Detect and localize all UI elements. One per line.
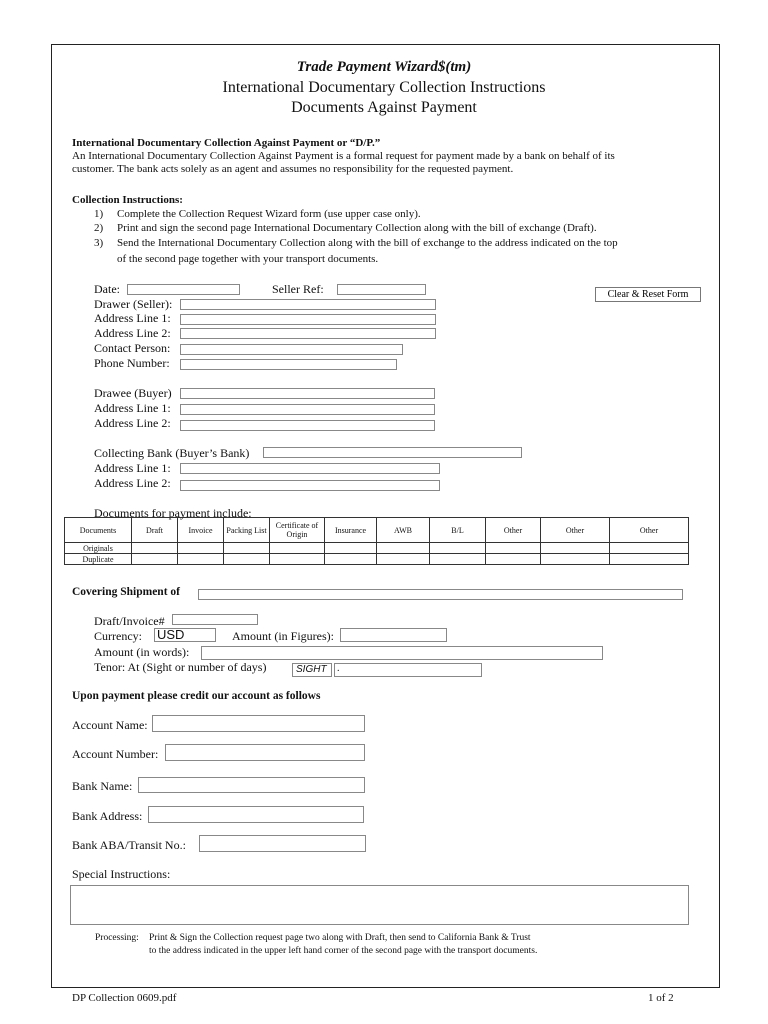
page-number: 1 of 2	[648, 992, 674, 1004]
phone-number-label: Phone Number:	[94, 356, 170, 370]
form-title: Trade Payment Wizard$(tm)	[296, 59, 472, 75]
covering-shipment-label: Covering Shipment of	[72, 586, 180, 598]
processing-label: Processing:	[95, 933, 139, 943]
tenor-sight-input[interactable]: SIGHT	[292, 663, 332, 677]
drawer-address-1-input[interactable]	[180, 314, 436, 325]
seller-ref-label: Seller Ref:	[272, 282, 324, 296]
instruction-num: 2)	[94, 222, 104, 234]
processing-line-1: Print & Sign the Collection request page two along with Draft, then send to California Bank & Trust	[149, 933, 531, 943]
table-cell[interactable]	[430, 554, 486, 565]
covering-shipment-input[interactable]	[198, 589, 683, 600]
drawee-address-2-input[interactable]	[180, 420, 435, 431]
tenor-days-input[interactable]: .	[334, 663, 482, 677]
drawer-address-2-label: Address Line 2:	[94, 326, 171, 340]
intro-line-2: customer. The bank acts solely as an agent and assumes no responsibility for the requested payment.	[72, 163, 514, 175]
aba-transit-label: Bank ABA/Transit No.:	[72, 838, 186, 852]
instruction-text: Print and sign the second page International Documentary Collection along with the bill of exchange (Draft).	[117, 222, 597, 234]
processing-line-2: to the address indicated in the upper left hand corner of the second page with the transport documents.	[149, 946, 538, 956]
table-header: AWB	[377, 518, 430, 543]
aba-transit-input[interactable]	[199, 835, 366, 852]
special-instructions-label: Special Instructions:	[72, 867, 171, 881]
table-cell[interactable]	[132, 554, 178, 565]
intro-heading: International Documentary Collection Against Payment or “D/P.”	[72, 137, 381, 149]
instruction-num: 1)	[94, 208, 104, 220]
amount-words-label: Amount (in words):	[94, 645, 190, 659]
table-header: Other	[610, 518, 689, 543]
instructions-heading: Collection Instructions:	[72, 194, 183, 206]
bank-address-2-input[interactable]	[180, 480, 440, 491]
date-label: Date:	[94, 282, 120, 296]
intro-line-1: An International Documentary Collection Against Payment is a formal request for payment made by a bank on behalf of its	[72, 150, 615, 162]
contact-person-input[interactable]	[180, 344, 403, 355]
table-cell[interactable]	[430, 543, 486, 554]
credit-heading: Upon payment please credit our account as follows	[72, 690, 321, 702]
table-header: B/L	[430, 518, 486, 543]
row-header-originals: Originals	[65, 543, 132, 554]
draft-invoice-label: Draft/Invoice#	[94, 614, 165, 628]
drawer-address-1-label: Address Line 1:	[94, 311, 171, 325]
seller-ref-input[interactable]	[337, 284, 426, 295]
instruction-text: Send the International Documentary Collection along with the bill of exchange to the address indicated on the top	[117, 237, 618, 249]
clear-reset-button[interactable]: Clear & Reset Form	[595, 287, 701, 302]
table-header: Packing List	[224, 518, 270, 543]
date-input[interactable]	[127, 284, 240, 295]
table-header: Draft	[132, 518, 178, 543]
row-header-duplicate: Duplicate	[65, 554, 132, 565]
table-cell[interactable]	[325, 554, 377, 565]
currency-input[interactable]: USD	[154, 628, 216, 642]
table-header: Other	[541, 518, 610, 543]
account-number-label: Account Number:	[72, 747, 159, 761]
bank-name-label: Bank Name:	[72, 779, 133, 793]
bank-address-2-label: Address Line 2:	[94, 476, 171, 490]
drawee-address-1-input[interactable]	[180, 404, 435, 415]
bank-address-1-input[interactable]	[180, 463, 440, 474]
drawer-input[interactable]	[180, 299, 436, 310]
collecting-bank-input[interactable]	[263, 447, 522, 458]
footer-filename: DP Collection 0609.pdf	[72, 992, 177, 1004]
drawer-label: Drawer (Seller):	[94, 297, 173, 311]
instruction-text-cont: of the second page together with your transport documents.	[117, 253, 379, 265]
table-cell[interactable]	[541, 543, 610, 554]
currency-label: Currency:	[94, 629, 142, 643]
drawee-label: Drawee (Buyer)	[94, 386, 172, 400]
bank-address-label: Bank Address:	[72, 809, 143, 823]
drawee-address-1-label: Address Line 1:	[94, 401, 171, 415]
table-header: Certificate of Origin	[270, 518, 325, 543]
table-header: Documents	[65, 518, 132, 543]
drawee-address-2-label: Address Line 2:	[94, 416, 171, 430]
instruction-num: 3)	[94, 237, 104, 249]
table-row	[65, 543, 689, 554]
account-number-input[interactable]	[165, 744, 365, 761]
table-cell[interactable]	[610, 554, 689, 565]
table-cell[interactable]	[178, 543, 224, 554]
account-name-input[interactable]	[152, 715, 365, 732]
table-cell[interactable]	[377, 543, 430, 554]
table-cell[interactable]	[541, 554, 610, 565]
form-subtitle-2: Documents Against Payment	[291, 99, 477, 116]
drawer-address-2-input[interactable]	[180, 328, 436, 339]
draft-invoice-input[interactable]	[172, 614, 258, 625]
table-header: Other	[486, 518, 541, 543]
form-subtitle: International Documentary Collection Instructions	[222, 79, 546, 96]
table-cell[interactable]	[132, 543, 178, 554]
table-cell[interactable]	[486, 554, 541, 565]
amount-words-input[interactable]	[201, 646, 603, 660]
amount-figures-label: Amount (in Figures):	[232, 629, 334, 643]
table-header: Insurance	[325, 518, 377, 543]
table-cell[interactable]	[270, 554, 325, 565]
phone-number-input[interactable]	[180, 359, 397, 370]
table-row	[65, 554, 689, 565]
table-cell[interactable]	[325, 543, 377, 554]
bank-address-input[interactable]	[148, 806, 364, 823]
table-cell[interactable]	[178, 554, 224, 565]
table-cell[interactable]	[377, 554, 430, 565]
table-cell[interactable]	[224, 543, 270, 554]
table-cell[interactable]	[270, 543, 325, 554]
drawee-input[interactable]	[180, 388, 435, 399]
contact-person-label: Contact Person:	[94, 341, 171, 355]
special-instructions-input[interactable]	[70, 885, 689, 925]
table-cell[interactable]	[610, 543, 689, 554]
bank-address-1-label: Address Line 1:	[94, 461, 171, 475]
table-header-row	[65, 518, 689, 543]
bank-name-input[interactable]	[138, 777, 365, 793]
documents-label: Documents for payment include:	[94, 506, 252, 520]
amount-figures-input[interactable]	[340, 628, 447, 642]
tenor-label: Tenor: At (Sight or number of days)	[94, 660, 267, 674]
account-name-label: Account Name:	[72, 718, 148, 732]
documents-table	[64, 517, 689, 565]
table-cell[interactable]	[486, 543, 541, 554]
table-cell[interactable]	[224, 554, 270, 565]
collecting-bank-label: Collecting Bank (Buyer’s Bank)	[94, 446, 250, 460]
instruction-text: Complete the Collection Request Wizard form (use upper case only).	[117, 208, 421, 220]
table-header: Invoice	[178, 518, 224, 543]
